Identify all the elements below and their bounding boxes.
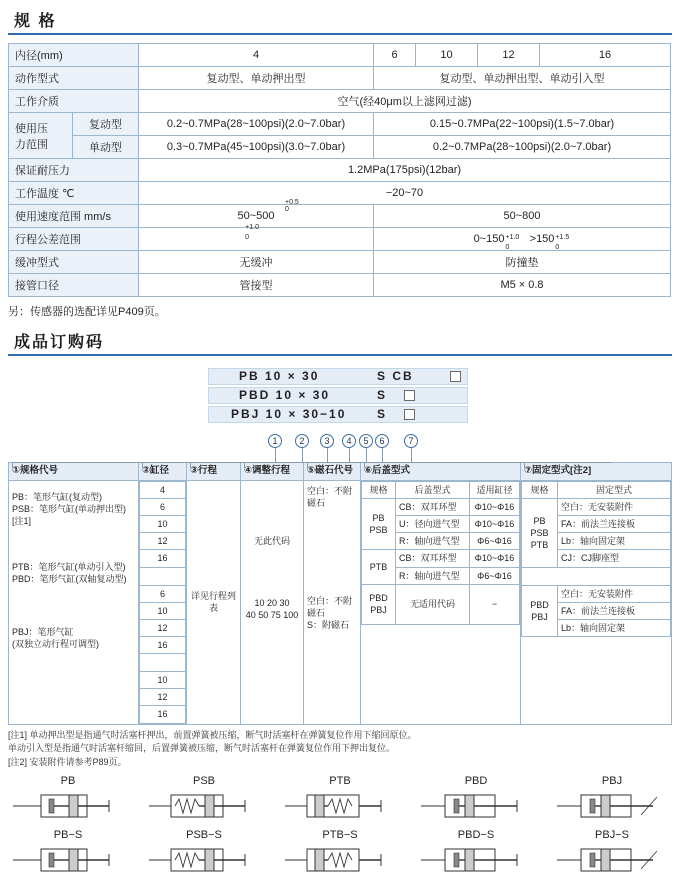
row-label: 内径(mm)	[9, 44, 139, 67]
row-label: 使用速度范围 mm/s	[9, 205, 139, 228]
specification-table	[8, 43, 671, 297]
leader-line	[366, 448, 367, 462]
ft-type: FA：前法兰连接板	[558, 516, 671, 533]
action-type-large: 复动型、单动押出型、单动引入型	[374, 67, 671, 90]
col-header-4: ④调整行程	[241, 463, 304, 481]
order-code-bar-2	[208, 387, 468, 404]
bore-item: 16	[140, 550, 186, 567]
ft-type: 空白：无安装附件	[558, 585, 671, 602]
leader-line	[244, 462, 245, 468]
bore-item: 12	[140, 533, 186, 550]
symbol-ptb-s	[280, 829, 400, 877]
symbol-psb	[144, 775, 264, 823]
symbol-label: PTB	[329, 775, 351, 787]
leader-line	[349, 448, 350, 462]
symbol-label: PB	[60, 775, 76, 787]
magnet-none-top: 空白：不附磁石	[307, 485, 353, 508]
temperature-value: −20~70	[139, 182, 671, 205]
bore-item: 10	[140, 516, 186, 533]
spec-code-ptb: PTB：笔形气缸(单动引入型)	[12, 562, 126, 573]
pressure-single-large: 0.2~0.7MPa(28~100psi)(2.0~7.0bar)	[374, 136, 671, 159]
callout-1: 1	[268, 434, 282, 448]
table-row	[9, 44, 671, 67]
row-label: 动作型式	[9, 67, 139, 90]
callout-5: 5	[359, 434, 373, 448]
order-section-header	[0, 319, 680, 356]
ft-type: CJ：CJ脚座型	[558, 550, 671, 567]
pressure-double-label: 复动型	[73, 113, 139, 136]
speed-small: 50~500	[139, 205, 374, 228]
bore-item: 16	[140, 706, 186, 723]
stroke-tol-hi: >150	[529, 233, 555, 245]
adjust-value-1: 10 20 30	[254, 597, 290, 608]
footnote-3: [注2] 安装附件请参考P89页。	[8, 756, 127, 767]
port-large: M5 × 0.8	[374, 274, 671, 297]
ft-type: FA：前法兰连接板	[558, 602, 671, 619]
rear-cover-cell	[361, 480, 521, 724]
cylinder-symbol-icon	[421, 843, 531, 877]
leader-line	[327, 448, 328, 462]
rc-type: R：轴向进气型	[396, 533, 470, 550]
ft-spacer	[522, 567, 671, 585]
table-row	[9, 182, 671, 205]
callout-4: 4	[342, 434, 356, 448]
bore-6: 6	[374, 44, 416, 67]
magnet-with: S：附磁石	[307, 620, 350, 631]
ft-type: 空白：无安装附件	[558, 498, 671, 515]
pressure-range-label: 使用压 力范围	[9, 113, 73, 159]
bore-16: 16	[540, 44, 671, 67]
ft-h2: 固定型式	[558, 481, 671, 498]
rc-type: CB：双耳环型	[396, 550, 470, 567]
table-row	[9, 136, 671, 159]
cylinder-symbol-icon	[285, 789, 395, 823]
stroke-tol-large: 0~150 +1.0 0 >150 +1.5 0	[374, 228, 671, 251]
ft-type: Lb：轴向固定架	[558, 619, 671, 636]
rc-type: R：轴向进气型	[396, 567, 470, 584]
bore-item: 10	[140, 672, 186, 689]
order-code-box-2[interactable]	[404, 390, 415, 401]
rc-type: CB：双耳环型	[396, 498, 470, 515]
tol-plus: +1.0	[245, 224, 259, 231]
footnote-1: [注1] 单动押出型是指通气时活塞杆押出，前置弹簧被压缩，断气时活塞杆在弹簧复位作用下缩回原位。	[8, 729, 417, 740]
rc-h3: 适用缸径	[470, 481, 520, 498]
leader-line	[12, 462, 13, 468]
bore-list	[139, 481, 186, 724]
rc-h1: 规格	[362, 481, 396, 498]
spec-code-pbj: PBJ：笔形气缸	[12, 626, 74, 637]
order-code-bar-3	[208, 406, 468, 423]
ft-h1: 规格	[522, 481, 558, 498]
spec-code-pbj-2: (双独立动行程可调型)	[12, 638, 99, 649]
adjust-stroke-cell	[241, 480, 304, 724]
order-code-suffix-2: S	[377, 388, 388, 402]
tol-minus: 0	[245, 234, 250, 241]
connector-line	[12, 462, 612, 463]
bore-item: 16	[140, 636, 186, 653]
speed-large: 50~800	[374, 205, 671, 228]
symbol-label: PBJ−S	[595, 829, 629, 841]
table-header-row	[9, 463, 672, 481]
cylinder-symbol-icon	[421, 789, 531, 823]
symbol-pb	[8, 775, 128, 823]
rc-h2: 后盖型式	[396, 481, 470, 498]
rc-bore: Φ6~Φ16	[470, 567, 520, 584]
footnotes	[8, 729, 680, 770]
rc-bore: −	[470, 584, 520, 624]
symbol-label: PSB	[192, 775, 215, 787]
adjust-value-2: 40 50 75 100	[245, 610, 299, 621]
symbol-psb-s	[144, 829, 264, 877]
bore-12: 12	[478, 44, 540, 67]
cushion-large: 防撞垫	[374, 251, 671, 274]
leader-line	[190, 462, 191, 468]
symbol-pb-s	[8, 829, 128, 877]
table-row	[9, 90, 671, 113]
ft-type: Lb：轴向固定架	[558, 533, 671, 550]
order-code-text-3: PBJ 10 × 30−10	[231, 407, 347, 421]
rc-bore: Φ10~Φ16	[470, 498, 520, 515]
symbol-row-2	[0, 829, 680, 877]
spec-code-pbd: PBD：笔形气缸(双轴复动型)	[12, 574, 127, 585]
spec-note: 另：传感器的选配详见P409页。	[8, 306, 166, 318]
rc-bore: Φ10~Φ16	[470, 516, 520, 533]
symbol-label: PTB−S	[322, 829, 358, 841]
callout-7: 7	[404, 434, 418, 448]
cylinder-symbol-icon	[149, 843, 259, 877]
spec-code-psb: PSB：笔形气缸(单动押出型) [注1]	[12, 503, 127, 527]
order-code-box-1[interactable]	[450, 371, 461, 382]
footnote-2: 单动引入型是指通气时活塞杆缩回，后置弹簧被压缩，断气时活塞杆在弹簧复位作用下押出复位。	[8, 743, 396, 753]
bore-item: 4	[140, 481, 186, 498]
spec-code-cell	[9, 480, 139, 724]
cylinder-symbol-icon	[13, 843, 123, 877]
pressure-single-small: 0.3~0.7MPa(45~100psi)(3.0~7.0bar)	[139, 136, 374, 159]
magnet-none-bottom: 空白：不附磁石	[307, 596, 353, 619]
table-row	[9, 228, 671, 251]
stroke-cell: 详见行程列表	[187, 480, 241, 724]
rear-cover-table	[361, 481, 520, 625]
order-code-box-3[interactable]	[404, 409, 415, 420]
rc-spec-pb-psb: PB PSB	[362, 498, 396, 549]
fixing-type-table	[521, 481, 671, 637]
spec-section-header	[0, 0, 680, 35]
leader-line	[275, 448, 276, 462]
callout-2: 2	[295, 434, 309, 448]
rc-spec-ptb: PTB	[362, 550, 396, 584]
leader-line	[364, 462, 365, 468]
table-row	[9, 113, 671, 136]
symbol-ptb	[280, 775, 400, 823]
fixing-type-cell	[521, 480, 672, 724]
bore-10: 10	[416, 44, 478, 67]
col-header-1: ①规格代号	[9, 463, 139, 481]
bore-spacer	[140, 654, 186, 672]
proof-pressure-value: 1.2MPa(175psi)(12bar)	[139, 159, 671, 182]
bore-item: 12	[140, 689, 186, 706]
stroke-tol-lo: 0~150	[473, 233, 505, 245]
symbol-pbd	[416, 775, 536, 823]
action-type-small: 复动型、单动押出型	[139, 67, 374, 90]
speed-tolerance-sup: +0.5 0	[285, 199, 299, 213]
row-label: 接管口径	[9, 274, 139, 297]
col-header-2: ②缸径	[139, 463, 187, 481]
col-header-3: ③行程	[187, 463, 241, 481]
cylinder-symbol-icon	[13, 789, 123, 823]
leader-line	[307, 462, 308, 468]
spec-code-pb: PB：笔形气缸(复动型)	[12, 491, 103, 502]
table-row	[9, 251, 671, 274]
row-label: 工作温度 ℃	[9, 182, 139, 205]
rc-type: U：径向进气型	[396, 516, 470, 533]
leader-line	[382, 448, 383, 462]
order-code-text-2: PBD 10 × 30	[239, 388, 331, 402]
symbol-label: PBJ	[601, 775, 623, 787]
order-code-selection-table	[8, 462, 672, 725]
bore-item: 12	[140, 619, 186, 636]
order-code-text-1: PB 10 × 30	[239, 369, 320, 383]
col-header-5: ⑤磁石代号	[304, 463, 361, 481]
spec-title: 规 格	[8, 8, 672, 35]
bore-cell	[139, 480, 187, 724]
medium-value: 空气(经40μm以上滤网过滤)	[139, 90, 671, 113]
table-row	[9, 274, 671, 297]
leader-line	[411, 448, 412, 462]
symbol-label: PBD−S	[457, 829, 495, 841]
row-label: 工作介质	[9, 90, 139, 113]
row-label: 缓冲型式	[9, 251, 139, 274]
bore-item: 10	[140, 602, 186, 619]
port-small: 管接型	[139, 274, 374, 297]
rc-bore: Φ10~Φ16	[470, 550, 520, 567]
bore-item: 6	[140, 498, 186, 515]
pressure-double-small: 0.2~0.7MPa(28~100psi)(2.0~7.0bar)	[139, 113, 374, 136]
col-header-7: ⑦固定型式[注2]	[521, 463, 672, 481]
cylinder-symbol-icon	[285, 843, 395, 877]
magnet-cell	[304, 480, 361, 724]
leader-line	[524, 462, 525, 468]
ft-spec-pb: PB PSB PTB	[522, 498, 558, 567]
symbol-pbd-s	[416, 829, 536, 877]
pressure-double-large: 0.15~0.7MPa(22~100psi)(1.5~7.0bar)	[374, 113, 671, 136]
row-label: 保证耐压力	[9, 159, 139, 182]
col-header-6: ⑥后盖型式	[361, 463, 521, 481]
symbol-label: PB−S	[53, 829, 83, 841]
pressure-single-label: 单动型	[73, 136, 139, 159]
rc-spec-pbd-pbj: PBD PBJ	[362, 584, 396, 624]
callout-6: 6	[375, 434, 389, 448]
adjust-none: 无此代码	[253, 535, 290, 546]
cylinder-symbol-icon	[557, 789, 667, 823]
bore-item: 6	[140, 585, 186, 602]
table-row	[9, 159, 671, 182]
rc-type: 无适用代码	[396, 584, 470, 624]
stroke-tol-small	[139, 224, 374, 251]
row-label: 行程公差范围	[9, 228, 139, 251]
order-code-suffix-1: S CB	[377, 369, 414, 383]
order-code-suffix-3: S	[377, 407, 388, 421]
symbol-diagrams	[0, 775, 680, 885]
rc-bore: Φ6~Φ16	[470, 533, 520, 550]
order-title: 成品订购码	[8, 329, 672, 356]
symbol-pbj-s	[552, 829, 672, 877]
order-code-diagram	[0, 362, 680, 462]
callout-3: 3	[320, 434, 334, 448]
bore-spacer	[140, 567, 186, 585]
order-code-bar-1	[208, 368, 468, 385]
table-row	[9, 205, 671, 228]
leader-line	[302, 448, 303, 462]
table-row	[9, 480, 672, 724]
cylinder-symbol-icon	[557, 843, 667, 877]
symbol-label: PSB−S	[186, 829, 222, 841]
table-row	[9, 67, 671, 90]
cushion-small: 无缓冲	[139, 251, 374, 274]
symbol-row-1	[0, 775, 680, 823]
symbol-label: PBD	[464, 775, 488, 787]
bore-4: 4	[139, 44, 374, 67]
symbol-pbj	[552, 775, 672, 823]
ft-spec-pbd: PBD PBJ	[522, 585, 558, 636]
leader-line	[142, 462, 143, 468]
cylinder-symbol-icon	[149, 789, 259, 823]
